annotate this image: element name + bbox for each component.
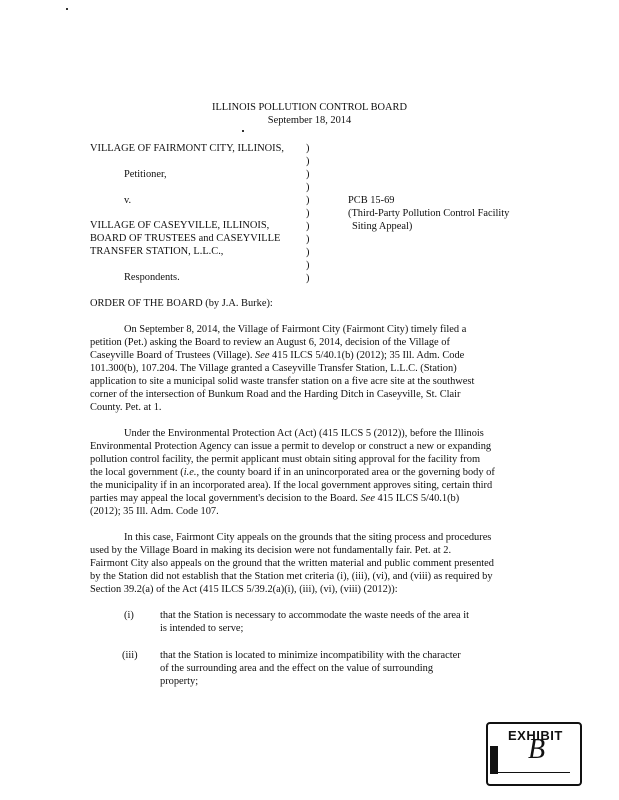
caption-paren: ) [306, 273, 310, 284]
criterion-line: is intended to serve; [160, 623, 244, 634]
caption-paren: ) [306, 234, 310, 245]
paragraph-2-line [90, 493, 459, 506]
case-type-line: (Third-Party Pollution Control Facility [348, 208, 510, 219]
caption-paren: ) [306, 221, 310, 232]
paragraph-2-line: the municipality if in an incorporated area). If the local government approves siting, certain third [90, 480, 493, 491]
petitioner-name: VILLAGE OF FAIRMONT CITY, ILLINOIS, [90, 143, 284, 154]
paragraph-3-line: by the Station did not establish that the Station met criteria (i), (iii), (vi), and (viii) as required by [90, 571, 493, 582]
caption-paren: ) [306, 195, 310, 206]
exhibit-sticker [486, 722, 582, 786]
paragraph-1-line: corner of the intersection of Bunkum Road and the Harding Ditch in Caseyville, St. Clair [90, 389, 461, 400]
order-date: September 18, 2014 [267, 115, 352, 126]
paragraph-1-line: 101.300(b), 107.204. The Village granted a Caseyville Transfer Station, L.L.C. (Station) [90, 363, 457, 374]
caption-paren: ) [306, 208, 310, 219]
paragraph-3-line: used by the Village Board in making its decision were not fundamentally fair. Pet. at 2. [90, 545, 452, 556]
caption-paren: ) [306, 182, 310, 193]
paragraph-2-line: Under the Environmental Protection Act (Act) (415 ILCS 5 (2012)), before the Illinois [124, 428, 484, 439]
text-fragment: Caseyville Board of Trustees (Village). [90, 350, 256, 361]
text-fragment: , the county board if in an unincorporated area or the governing body of [196, 467, 495, 478]
text-fragment: 415 ILCS 5/40.1(b) [374, 493, 460, 504]
text-fragment: parties may appeal the local government's decision to the Board. [90, 493, 361, 504]
caption-paren: ) [306, 247, 310, 258]
latin-ie: i.e. [183, 467, 197, 478]
exhibit-label: EXHIBIT [508, 728, 563, 743]
criterion-line: of the surrounding area and the effect on the value of surrounding [160, 663, 434, 674]
paragraph-3-line: Section 39.2(a) of the Act (415 ILCS 5/39.2(a)(i), (iii), (vi), (viii) (2012)): [90, 584, 398, 595]
respondents-label: Respondents. [124, 272, 180, 283]
paragraph-2-line: Environmental Protection Agency can issue a permit to develop or construct a new or expanding [90, 441, 492, 452]
case-number: PCB 15-69 [348, 195, 395, 206]
paragraph-2-line [90, 467, 495, 480]
board-title: ILLINOIS POLLUTION CONTROL BOARD [211, 102, 407, 113]
caption-paren: ) [306, 260, 310, 271]
scan-speck [66, 8, 68, 10]
respondent-line: BOARD OF TRUSTEES and CASEYVILLE [90, 233, 281, 244]
paragraph-1-line: On September 8, 2014, the Village of Fairmont City (Fairmont City) timely filed a [124, 324, 467, 335]
caption-paren: ) [306, 169, 310, 180]
text-fragment: the local government ( [90, 467, 184, 478]
exhibit-side-bar [490, 746, 498, 774]
criterion-line: property; [160, 676, 199, 687]
paragraph-1-line: County. Pet. at 1. [90, 402, 162, 413]
paragraph-3-line: Fairmont City also appeals on the ground that the written material and public comment presented [90, 558, 494, 569]
criterion-line: that the Station is located to minimize incompatibility with the character [160, 650, 461, 661]
versus: v. [124, 195, 132, 206]
petitioner-label: Petitioner, [124, 169, 167, 180]
paragraph-1-line: petition (Pet.) asking the Board to review an August 6, 2014, decision of the Village of [90, 337, 450, 348]
paragraph-1-line [90, 350, 464, 363]
caption-paren: ) [306, 143, 310, 154]
criterion-numeral: (iii) [122, 650, 138, 661]
paragraph-2-line: pollution control facility, the permit applicant must obtain siting approval for the facility from [90, 454, 481, 465]
respondent-line: VILLAGE OF CASEYVILLE, ILLINOIS, [90, 220, 270, 231]
citation-signal: See [360, 493, 375, 504]
respondent-line: TRANSFER STATION, L.L.C., [90, 246, 224, 257]
citation-signal: See [255, 350, 270, 361]
paragraph-3-line: In this case, Fairmont City appeals on the grounds that the siting process and procedures [124, 532, 492, 543]
exhibit-underline [498, 772, 570, 773]
paragraph-2-line: (2012); 35 Ill. Adm. Code 107. [90, 506, 219, 517]
scan-speck [242, 130, 244, 132]
criterion-line: that the Station is necessary to accommodate the waste needs of the area it [160, 610, 470, 621]
caption-paren: ) [306, 156, 310, 167]
case-type-line: Siting Appeal) [352, 221, 413, 232]
order-heading: ORDER OF THE BOARD (by J.A. Burke): [90, 298, 273, 309]
paragraph-1-line: application to site a municipal solid waste transfer station on a five acre site at the southwest [90, 376, 475, 387]
text-fragment: 415 ILCS 5/40.1(b) (2012); 35 Ill. Adm. Code [269, 350, 465, 361]
criterion-numeral: (i) [124, 610, 134, 621]
exhibit-letter: B [528, 734, 546, 765]
